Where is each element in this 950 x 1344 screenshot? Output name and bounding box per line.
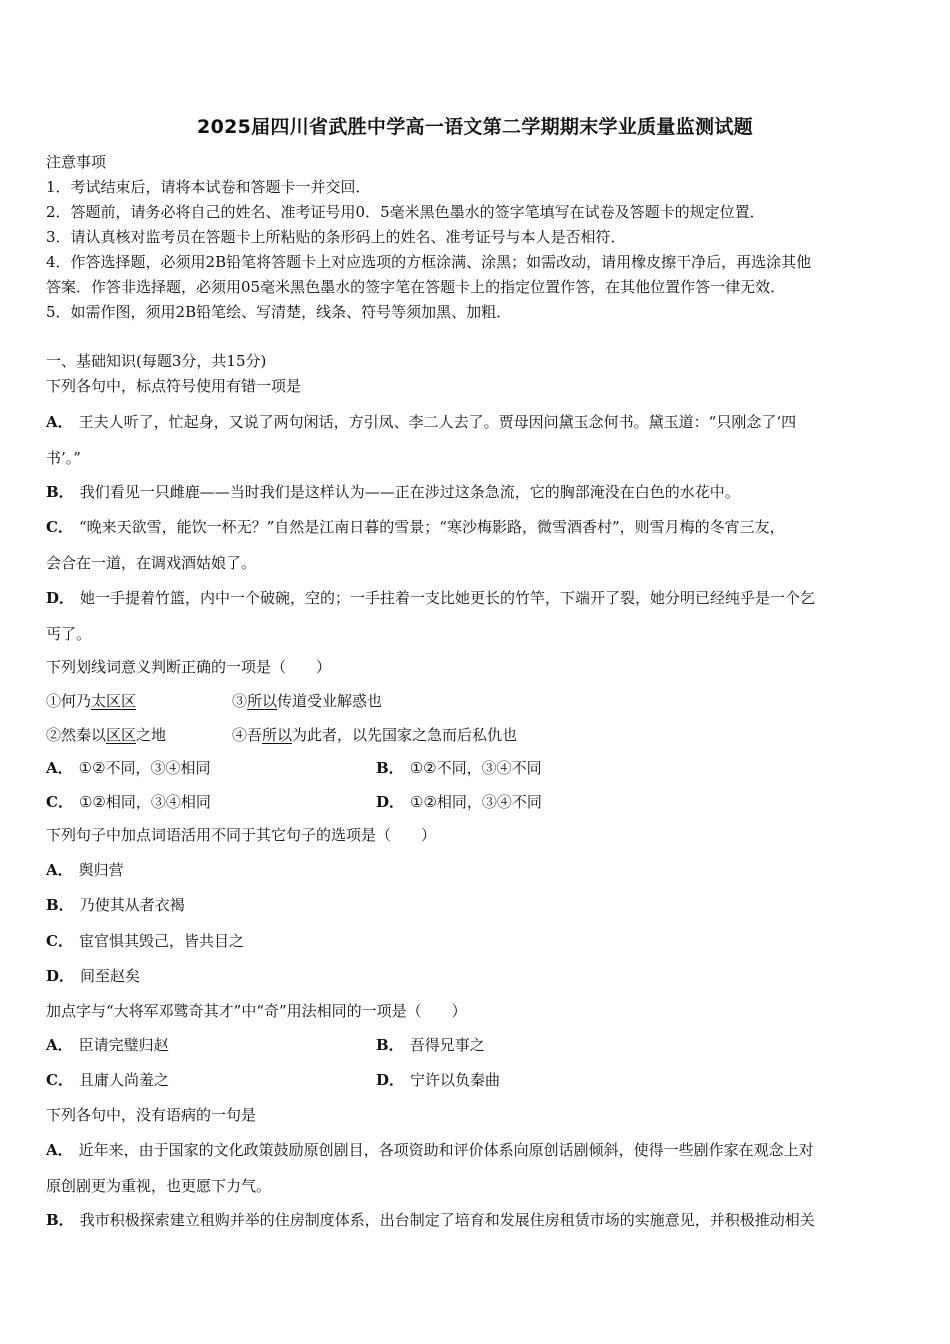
sentence-item-3 bbox=[232, 691, 382, 711]
option-text: 吾得兄事之 bbox=[409, 1036, 485, 1054]
sentence-item-1 bbox=[46, 691, 136, 711]
option-text: 乃使其从者衣褐 bbox=[79, 896, 185, 914]
option-label: B． bbox=[46, 896, 74, 914]
sentence-text: ③ bbox=[232, 692, 248, 710]
notice-item: 4．作答选择题，必须用2B铅笔将答题卡上对应选项的方框涂满、涂黑；如需改动，请用橡皮擦干净后，再选涂其他 bbox=[46, 253, 812, 271]
sentence-text: 为此者，以先国家之急而后私仇也 bbox=[292, 726, 518, 744]
option-label: D． bbox=[46, 589, 75, 607]
option-continuation: 书’。” bbox=[46, 449, 81, 467]
option-text: 她一手提着竹篮，内中一个破碗，空的；一手拄着一支比她更长的竹竿，下端开了裂，她分明已经纯乎是一个乞 bbox=[80, 589, 816, 607]
sentence-item-2 bbox=[46, 725, 166, 745]
answer-option-c bbox=[46, 931, 244, 951]
underlined-word: 太区区 bbox=[91, 692, 137, 710]
option-label: A． bbox=[46, 413, 73, 431]
option-text: 且庸人尚羞之 bbox=[78, 1071, 169, 1089]
option-text: ①②不同，③④相同 bbox=[78, 759, 211, 777]
answer-option-d bbox=[376, 1070, 500, 1090]
option-text: 我们看见一只雌鹿——当时我们是这样认为——正在涉过这条急流，它的胸部淹没在白色的水花中。 bbox=[79, 483, 740, 501]
question-stem: 下列句子中加点词语活用不同于其它句子的选项是（ ） bbox=[46, 826, 437, 844]
option-label: B． bbox=[46, 483, 74, 501]
question-stem: 下列划线词意义判断正确的一项是（ ） bbox=[46, 658, 332, 676]
sentence-item-4 bbox=[232, 725, 517, 745]
question-stem: 加点字与“大将军邓骘奇其才”中“奇”用法相同的一项是（ ） bbox=[46, 1002, 467, 1020]
option-label: A． bbox=[46, 1036, 73, 1054]
answer-option-a bbox=[46, 412, 796, 432]
answer-option-b bbox=[376, 758, 542, 778]
option-text: 近年来，由于国家的文化政策鼓励原创剧目，各项资助和评价体系向原创话剧倾斜，使得一些剧作家在观念上对 bbox=[78, 1141, 814, 1159]
option-continuation: 会合在一道，在调戏酒姑娘了。 bbox=[46, 554, 257, 572]
option-label: C． bbox=[46, 793, 73, 811]
answer-option-c bbox=[46, 517, 785, 537]
option-text: 王夫人听了，忙起身，又说了两句闲话，方引凤、李二人去了。贾母因问黛玉念何书。黛玉道：“只刚念了‘四 bbox=[78, 413, 797, 431]
notice-item: 答案．作答非选择题，必须用05毫米黑色墨水的签字笔在答题卡上的指定位置作答，在其他位置作答一律无效． bbox=[46, 278, 786, 296]
option-label: D． bbox=[376, 793, 405, 811]
answer-option-a bbox=[46, 758, 211, 778]
question-stem: 下列各句中，标点符号使用有错一项是 bbox=[46, 377, 302, 395]
option-label: D． bbox=[376, 1071, 405, 1089]
option-text: ①②相同，③④不同 bbox=[410, 793, 542, 811]
answer-option-a bbox=[46, 1140, 814, 1160]
option-label: A． bbox=[46, 1141, 73, 1159]
option-label: B． bbox=[376, 759, 404, 777]
page-title: 2025届四川省武胜中学高一语文第二学期期末学业质量监测试题 bbox=[197, 116, 753, 138]
sentence-text: ④吾 bbox=[232, 726, 263, 744]
answer-option-b bbox=[46, 1210, 815, 1230]
underlined-word: 所以 bbox=[247, 692, 278, 710]
option-label: A． bbox=[46, 759, 73, 777]
answer-option-b bbox=[46, 482, 740, 502]
option-label: A． bbox=[46, 861, 73, 879]
answer-option-d bbox=[46, 966, 140, 986]
notice-item: 1．考试结束后，请将本试卷和答题卡一并交回． bbox=[46, 178, 371, 196]
option-continuation: 原创剧更为重视，也更愿下力气。 bbox=[46, 1177, 272, 1195]
option-continuation: 丐了。 bbox=[46, 625, 92, 643]
option-label: C． bbox=[46, 932, 73, 950]
option-text: “晚来天欲雪，能饮一杯无？”自然是江南日暮的雪景；“寒沙梅影路，微雪酒香村”，则雪月梅的冬宵三友， bbox=[78, 518, 785, 536]
option-label: D． bbox=[46, 967, 75, 985]
notice-item: 5．如需作图，须用2B铅笔绘、写清楚，线条、符号等须加黑、加粗． bbox=[46, 303, 512, 321]
option-label: C． bbox=[46, 518, 73, 536]
option-text: ①②相同，③④相同 bbox=[78, 793, 211, 811]
answer-option-d bbox=[46, 588, 815, 608]
sentence-text: 之地 bbox=[136, 726, 167, 744]
question-stem: 下列各句中，没有语病的一句是 bbox=[46, 1106, 257, 1124]
answer-option-a bbox=[46, 860, 124, 880]
option-label: B． bbox=[376, 1036, 404, 1054]
option-text: 臣请完璧归赵 bbox=[78, 1036, 169, 1054]
sentence-text: ①何乃 bbox=[46, 692, 92, 710]
underlined-word: 所以 bbox=[262, 726, 293, 744]
answer-option-b bbox=[46, 895, 185, 915]
option-text: 我市积极探索建立租购并举的住房制度体系，出台制定了培育和发展住房租赁市场的实施意见，并积极推动相关 bbox=[79, 1211, 815, 1229]
sentence-text: ②然秦以 bbox=[46, 726, 107, 744]
answer-option-c bbox=[46, 792, 211, 812]
option-label: B． bbox=[46, 1211, 74, 1229]
option-text: ①②不同，③④不同 bbox=[409, 759, 542, 777]
option-text: 间至赵矣 bbox=[80, 967, 141, 985]
notice-item: 3．请认真核对监考员在答题卡上所粘贴的条形码上的姓名、准考证号与本人是否相符． bbox=[46, 228, 626, 246]
option-text: 舆归营 bbox=[78, 861, 124, 879]
notice-item: 2．答题前，请务必将自己的姓名、准考证号用0．5毫米黑色墨水的签字笔填写在试卷及答题卡的规定位置． bbox=[46, 203, 765, 221]
underlined-word: 区区 bbox=[106, 726, 137, 744]
answer-option-b bbox=[376, 1035, 485, 1055]
answer-option-d bbox=[376, 792, 542, 812]
option-text: 宦官惧其毁己，皆共目之 bbox=[78, 932, 244, 950]
notice-heading: 注意事项 bbox=[46, 153, 107, 171]
section-heading: 一、基础知识(每题3分，共15分) bbox=[46, 352, 267, 370]
sentence-text: 传道受业解惑也 bbox=[277, 692, 383, 710]
answer-option-c bbox=[46, 1070, 169, 1090]
answer-option-a bbox=[46, 1035, 169, 1055]
option-text: 宁许以负秦曲 bbox=[410, 1071, 501, 1089]
option-label: C． bbox=[46, 1071, 73, 1089]
